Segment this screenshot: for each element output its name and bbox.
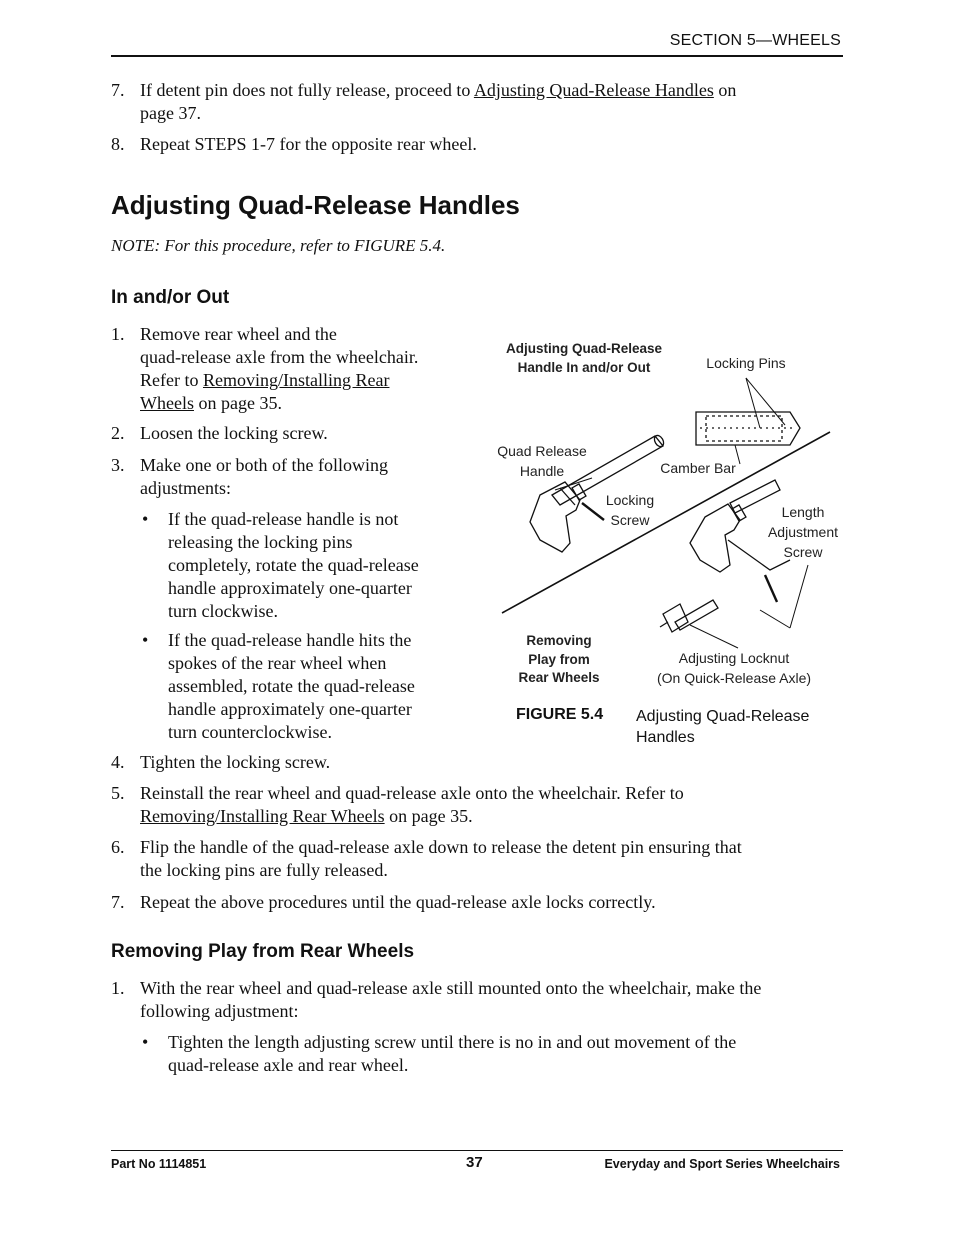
- step-2-loosen: Loosen the locking screw.: [140, 423, 328, 443]
- figure-caption-number: FIGURE 5.4: [516, 706, 604, 723]
- page-title: Adjusting Quad-Release Handles: [111, 190, 520, 220]
- bullet-clockwise: If the quad-release handle is not releasing the locking pins completely, rotate the quad-release handle approximately one-quarter turn clockwise.: [168, 509, 419, 621]
- figure-label-quad-release-handle: Quad Release Handle: [497, 443, 587, 479]
- figure-label-locking-screw: Locking Screw: [605, 492, 655, 528]
- section-heading-in-out: In and/or Out: [111, 287, 230, 308]
- link-removing-installing-rear-wheels-cont[interactable]: Wheels: [140, 393, 194, 413]
- lower-handle: [690, 504, 740, 572]
- footer-part-number: Part No 1114851: [111, 1157, 207, 1171]
- step-number: 7.: [111, 892, 125, 912]
- link-adjusting-quad-release[interactable]: Adjusting Quad-Release Handles: [473, 80, 714, 100]
- step-number: 8.: [111, 134, 125, 154]
- step-7-repeat: Repeat the above procedures until the quad-release axle locks correctly.: [140, 892, 656, 912]
- step-3-adjust: Make one or both of the following adjustments:: [140, 455, 388, 498]
- intro-step-7: If detent pin does not fully release, proceed to Adjusting Quad-Release Handles on page 37.: [140, 80, 737, 123]
- bullet-symbol: •: [142, 1032, 149, 1052]
- step-4-tighten: Tighten the locking screw.: [140, 752, 331, 772]
- step-number: 3.: [111, 455, 125, 475]
- figure-label-camber-bar: Camber Bar: [660, 460, 736, 476]
- step-number: 7.: [111, 80, 125, 100]
- figure-label-adjusting-locknut: Adjusting Locknut (On Quick-Release Axle): [656, 650, 812, 686]
- step-number: 2.: [111, 423, 125, 443]
- step-number: 5.: [111, 783, 125, 803]
- figure-label-length-adjustment-screw: Length Adjustment Screw: [767, 504, 839, 560]
- figure-label-locking-pins: Locking Pins: [706, 355, 786, 371]
- step-number: 1.: [111, 324, 125, 344]
- upper-handle: [530, 482, 580, 552]
- section2-step-1: With the rear wheel and quad-release axle still mounted onto the wheelchair, make the following adjustment:: [140, 978, 762, 1021]
- step-number: 1.: [111, 978, 125, 998]
- step-6-flip-handle: Flip the handle of the quad-release axle down to release the detent pin ensuring that the locking pins are fully released.: [140, 837, 742, 880]
- step-1-remove-wheel: Remove rear wheel and the quad-release axle from the wheelchair. Refer to Removing/Installing Rear Wheels on page 35.: [140, 324, 419, 413]
- step-number: 4.: [111, 752, 125, 772]
- section-heading-removing-play: Removing Play from Rear Wheels: [111, 941, 415, 962]
- figure-label-in-out: Adjusting Quad-Release Handle In and/or Out: [505, 341, 663, 375]
- link-removing-installing-rear-wheels[interactable]: Removing/Installing Rear: [202, 370, 390, 390]
- figure-caption-text: Adjusting Quad-Release Handles: [636, 708, 810, 746]
- link-removing-installing-rear-wheels-2[interactable]: Removing/Installing Rear Wheels: [140, 806, 385, 826]
- intro-step-8: Repeat STEPS 1-7 for the opposite rear wheel.: [140, 134, 477, 154]
- step-5-reinstall: Reinstall the rear wheel and quad-release axle onto the wheelchair. Refer to Removing/Installing Rear Wheels on page 35.: [140, 783, 684, 826]
- footer-page-number: 37: [466, 1154, 483, 1171]
- bullet-symbol: •: [142, 509, 149, 529]
- figure-label-removing-play: Removing Play from Rear Wheels: [518, 633, 600, 685]
- section-header: SECTION 5—WHEELS: [669, 32, 841, 49]
- section2-bullet-tighten: Tighten the length adjusting screw until there is no in and out movement of the quad-release axle and rear wheel.: [168, 1032, 737, 1075]
- step-number: 6.: [111, 837, 125, 857]
- footer-series: Everyday and Sport Series Wheelchairs: [604, 1157, 840, 1171]
- bullet-counterclockwise: If the quad-release handle hits the spokes of the rear wheel when assembled, rotate the quad-release handle approximately one-quarter turn counterclockwise.: [168, 630, 415, 742]
- note: NOTE: For this procedure, refer to FIGURE 5.4.: [111, 236, 446, 255]
- footer-rule: [111, 1150, 843, 1151]
- bullet-symbol: •: [142, 630, 149, 650]
